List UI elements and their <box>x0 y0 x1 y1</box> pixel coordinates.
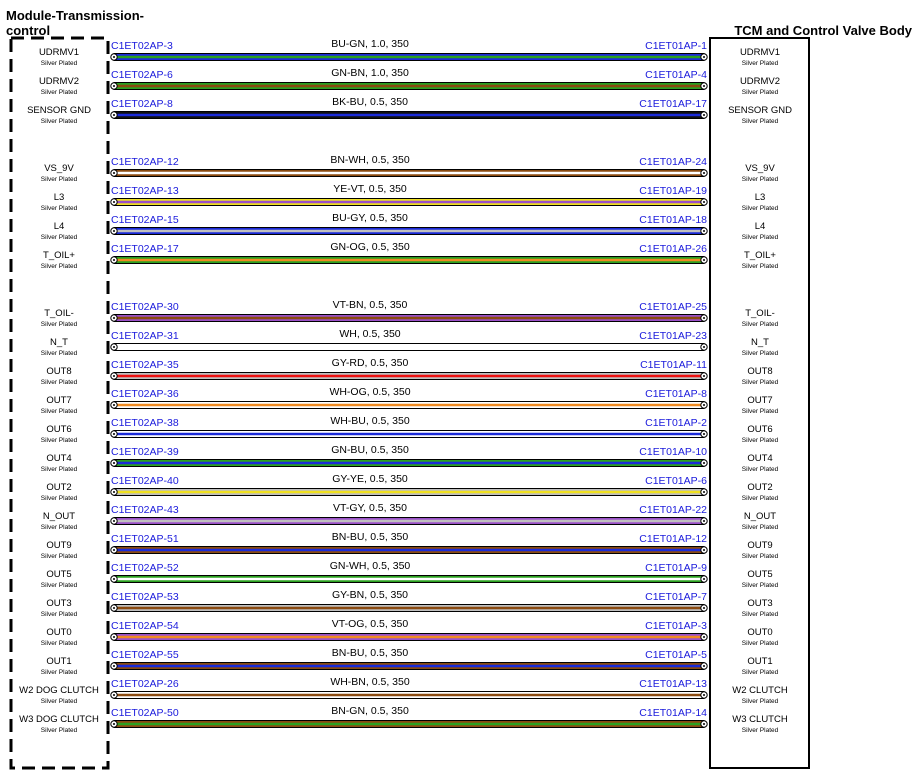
left-terminal-dot <box>113 230 115 232</box>
wire-spec-label: VT-GY, 0.5, 350 <box>333 502 407 514</box>
right-terminal-dot <box>703 462 705 464</box>
left-pin-plating: Silver Plated <box>40 205 78 212</box>
right-pin-plating: Silver Plated <box>741 234 779 241</box>
left-pin-label: T_OIL+ <box>43 250 75 261</box>
right-connector-label: C1ET01AP-2 <box>645 417 707 429</box>
right-terminal-dot <box>703 665 705 667</box>
left-connector-label: C1ET02AP-26 <box>111 678 179 690</box>
left-terminal-dot <box>113 462 115 464</box>
left-terminal-dot <box>113 346 115 348</box>
right-pin-plating: Silver Plated <box>741 466 779 473</box>
left-pin-label: T_OIL- <box>44 308 74 319</box>
left-pin-plating: Silver Plated <box>40 321 78 328</box>
wire-spec-label: GN-BU, 0.5, 350 <box>331 444 409 456</box>
right-terminal-dot <box>703 317 705 319</box>
right-pin-plating: Silver Plated <box>741 205 779 212</box>
left-pin-label: OUT7 <box>46 395 72 406</box>
left-pin-label: OUT0 <box>46 627 72 638</box>
left-connector-label: C1ET02AP-35 <box>111 359 179 371</box>
left-pin-plating: Silver Plated <box>40 89 78 96</box>
right-connector-label: C1ET01AP-5 <box>645 649 707 661</box>
right-connector-label: C1ET01AP-23 <box>639 330 707 342</box>
right-terminal-dot <box>703 549 705 551</box>
right-pin-plating: Silver Plated <box>741 582 779 589</box>
right-pin-label: W2 CLUTCH <box>732 685 788 696</box>
left-pin-label: N_T <box>50 337 68 348</box>
wire-spec-label: GY-RD, 0.5, 350 <box>331 357 409 369</box>
left-connector-label: C1ET02AP-13 <box>111 185 179 197</box>
right-terminal-dot <box>703 201 705 203</box>
wire-spec-label: WH, 0.5, 350 <box>339 328 401 340</box>
right-terminal-dot <box>703 607 705 609</box>
left-pin-label: OUT1 <box>46 656 72 667</box>
left-connector-label: C1ET02AP-51 <box>111 533 179 545</box>
wire-spec-label: BU-GN, 1.0, 350 <box>331 38 409 50</box>
wire-spec-label: VT-BN, 0.5, 350 <box>332 299 408 311</box>
left-connector-label: C1ET02AP-6 <box>111 69 173 81</box>
wire-spec-label: WH-BN, 0.5, 350 <box>330 676 410 688</box>
wire-row <box>41 183 779 212</box>
wire-row <box>41 473 779 502</box>
left-pin-plating: Silver Plated <box>40 524 78 531</box>
right-pin-label: VS_9V <box>745 163 775 174</box>
right-pin-plating: Silver Plated <box>741 263 779 270</box>
left-pin-label: W3 DOG CLUTCH <box>19 714 99 725</box>
right-terminal-dot <box>703 346 705 348</box>
right-connector-label: C1ET01AP-17 <box>639 98 707 110</box>
left-terminal-dot <box>113 172 115 174</box>
left-terminal-dot <box>113 259 115 261</box>
right-connector-label: C1ET01AP-13 <box>639 678 707 690</box>
wire-spec-label: BK-BU, 0.5, 350 <box>332 96 408 108</box>
wire-row <box>41 618 779 647</box>
right-pin-label: OUT2 <box>747 482 773 493</box>
left-connector-label: C1ET02AP-50 <box>111 707 179 719</box>
left-pin-plating: Silver Plated <box>40 640 78 647</box>
right-terminal-dot <box>703 578 705 580</box>
left-pin-plating: Silver Plated <box>40 553 78 560</box>
left-terminal-dot <box>113 201 115 203</box>
left-connector-label: C1ET02AP-40 <box>111 475 179 487</box>
wire-spec-label: GN-BN, 1.0, 350 <box>331 67 409 79</box>
right-pin-plating: Silver Plated <box>741 553 779 560</box>
wire-row <box>41 357 779 386</box>
right-pin-plating: Silver Plated <box>741 698 779 705</box>
wire-row <box>41 560 779 589</box>
left-pin-label: OUT8 <box>46 366 72 377</box>
wire-row <box>19 705 788 734</box>
left-pin-plating: Silver Plated <box>40 437 78 444</box>
left-terminal-dot <box>113 433 115 435</box>
left-terminal-dot <box>113 404 115 406</box>
wire-spec-label: BU-GY, 0.5, 350 <box>332 212 408 224</box>
right-pin-plating: Silver Plated <box>741 89 779 96</box>
right-pin-label: OUT9 <box>747 540 773 551</box>
left-terminal-dot <box>113 317 115 319</box>
left-connector-label: C1ET02AP-43 <box>111 504 179 516</box>
left-module-title-line2: control <box>6 23 51 38</box>
right-connector-label: C1ET01AP-25 <box>639 301 707 313</box>
left-connector-label: C1ET02AP-12 <box>111 156 179 168</box>
right-connector-label: C1ET01AP-10 <box>639 446 707 458</box>
left-connector-label: C1ET02AP-52 <box>111 562 179 574</box>
left-pin-label: SENSOR GND <box>27 105 91 116</box>
wire-row <box>27 96 792 125</box>
left-connector-label: C1ET02AP-54 <box>111 620 179 632</box>
right-terminal-dot <box>703 259 705 261</box>
left-terminal-dot <box>113 665 115 667</box>
left-terminal-dot <box>113 549 115 551</box>
left-terminal-dot <box>113 491 115 493</box>
right-terminal-dot <box>703 433 705 435</box>
right-pin-label: SENSOR GND <box>728 105 792 116</box>
left-terminal-dot <box>113 636 115 638</box>
left-connector-label: C1ET02AP-8 <box>111 98 173 110</box>
left-pin-plating: Silver Plated <box>40 408 78 415</box>
right-terminal-dot <box>703 172 705 174</box>
right-pin-plating: Silver Plated <box>741 727 779 734</box>
right-pin-label: T_OIL+ <box>744 250 776 261</box>
right-pin-label: OUT7 <box>747 395 773 406</box>
right-connector-label: C1ET01AP-8 <box>645 388 707 400</box>
left-pin-label: UDRMV1 <box>38 47 80 58</box>
left-connector-label: C1ET02AP-39 <box>111 446 179 458</box>
left-pin-label: VS_9V <box>44 163 74 174</box>
wire-spec-label: GY-BN, 0.5, 350 <box>331 589 409 601</box>
left-pin-plating: Silver Plated <box>40 176 78 183</box>
right-pin-label: OUT4 <box>747 453 773 464</box>
right-pin-plating: Silver Plated <box>741 611 779 618</box>
left-module-title-line1: Module-Transmission- <box>6 8 144 23</box>
right-pin-label: UDRMV2 <box>739 76 781 87</box>
right-pin-label: N_T <box>751 337 769 348</box>
right-module-title: TCM and Control Valve Body <box>734 23 912 38</box>
right-terminal-dot <box>703 694 705 696</box>
wire-spec-label: WH-BU, 0.5, 350 <box>330 415 410 427</box>
wire-spec-label: GY-YE, 0.5, 350 <box>332 473 408 485</box>
left-pin-label: OUT6 <box>46 424 72 435</box>
left-terminal-dot <box>113 56 115 58</box>
left-connector-label: C1ET02AP-15 <box>111 214 179 226</box>
wire-spec-label: WH-OG, 0.5, 350 <box>329 386 411 398</box>
wire-row <box>41 531 779 560</box>
right-terminal-dot <box>703 520 705 522</box>
right-pin-label: OUT0 <box>747 627 773 638</box>
wire-row <box>41 328 779 357</box>
right-pin-plating: Silver Plated <box>741 321 779 328</box>
right-pin-label: OUT6 <box>747 424 773 435</box>
right-pin-label: T_OIL- <box>745 308 775 319</box>
right-connector-label: C1ET01AP-19 <box>639 185 707 197</box>
right-pin-plating: Silver Plated <box>741 495 779 502</box>
left-pin-plating: Silver Plated <box>40 234 78 241</box>
left-terminal-dot <box>113 607 115 609</box>
left-connector-label: C1ET02AP-3 <box>111 40 173 52</box>
right-pin-plating: Silver Plated <box>741 118 779 125</box>
right-pin-plating: Silver Plated <box>741 379 779 386</box>
right-connector-label: C1ET01AP-1 <box>645 40 707 52</box>
left-pin-plating: Silver Plated <box>40 379 78 386</box>
right-terminal-dot <box>703 723 705 725</box>
left-connector-label: C1ET02AP-17 <box>111 243 179 255</box>
wire-row <box>41 154 779 183</box>
left-pin-label: L3 <box>53 192 65 203</box>
right-connector-label: C1ET01AP-9 <box>645 562 707 574</box>
left-connector-label: C1ET02AP-55 <box>111 649 179 661</box>
left-pin-plating: Silver Plated <box>40 611 78 618</box>
left-pin-plating: Silver Plated <box>40 669 78 676</box>
left-connector-label: C1ET02AP-53 <box>111 591 179 603</box>
right-pin-plating: Silver Plated <box>741 437 779 444</box>
right-connector-label: C1ET01AP-22 <box>639 504 707 516</box>
right-terminal-dot <box>703 230 705 232</box>
left-terminal-dot <box>113 723 115 725</box>
wire-row <box>41 647 779 676</box>
right-connector-label: C1ET01AP-6 <box>645 475 707 487</box>
left-connector-label: C1ET02AP-36 <box>111 388 179 400</box>
left-pin-plating: Silver Plated <box>40 582 78 589</box>
left-pin-plating: Silver Plated <box>40 466 78 473</box>
left-pin-plating: Silver Plated <box>40 350 78 357</box>
right-pin-label: UDRMV1 <box>739 47 781 58</box>
right-connector-label: C1ET01AP-11 <box>640 359 707 371</box>
wire-spec-label: GN-OG, 0.5, 350 <box>330 241 410 253</box>
wire-spec-label: GN-WH, 0.5, 350 <box>329 560 411 572</box>
right-terminal-dot <box>703 636 705 638</box>
left-pin-label: N_OUT <box>42 511 76 522</box>
wire-spec-label: BN-WH, 0.5, 350 <box>330 154 410 166</box>
wire-spec-label: VT-OG, 0.5, 350 <box>331 618 409 630</box>
wire-row <box>41 299 779 328</box>
left-connector-label: C1ET02AP-31 <box>111 330 179 342</box>
left-connector-label: C1ET02AP-30 <box>111 301 179 313</box>
left-connector-label: C1ET02AP-38 <box>111 417 179 429</box>
left-terminal-dot <box>113 114 115 116</box>
right-connector-label: C1ET01AP-4 <box>645 69 707 81</box>
left-pin-plating: Silver Plated <box>40 118 78 125</box>
right-pin-label: OUT5 <box>747 569 773 580</box>
left-pin-label: L4 <box>53 221 65 232</box>
wire-row <box>39 38 780 67</box>
wire-spec-label: BN-BU, 0.5, 350 <box>331 531 409 543</box>
right-pin-plating: Silver Plated <box>741 176 779 183</box>
left-pin-plating: Silver Plated <box>40 263 78 270</box>
right-terminal-dot <box>703 56 705 58</box>
right-pin-plating: Silver Plated <box>741 350 779 357</box>
right-terminal-dot <box>703 491 705 493</box>
left-pin-plating: Silver Plated <box>40 495 78 502</box>
left-pin-label: OUT4 <box>46 453 72 464</box>
wire-row <box>41 386 779 415</box>
right-connector-label: C1ET01AP-14 <box>639 707 707 719</box>
right-terminal-dot <box>703 85 705 87</box>
wire-row <box>41 241 779 270</box>
right-connector-label: C1ET01AP-24 <box>639 156 707 168</box>
left-terminal-dot <box>113 520 115 522</box>
left-terminal-dot <box>113 85 115 87</box>
left-terminal-dot <box>113 375 115 377</box>
wire-row <box>41 444 779 473</box>
wire-row <box>41 415 779 444</box>
right-pin-plating: Silver Plated <box>741 524 779 531</box>
right-pin-label: OUT8 <box>747 366 773 377</box>
left-pin-label: OUT2 <box>46 482 72 493</box>
right-pin-plating: Silver Plated <box>741 60 779 67</box>
right-pin-label: L3 <box>754 192 766 203</box>
wire-group <box>19 38 792 734</box>
wire-row <box>41 589 779 618</box>
left-terminal-dot <box>113 578 115 580</box>
wire-row <box>41 212 779 241</box>
left-pin-label: UDRMV2 <box>38 76 80 87</box>
left-pin-label: OUT3 <box>46 598 72 609</box>
wire-row <box>39 67 780 96</box>
wire-spec-label: BN-BU, 0.5, 350 <box>331 647 409 659</box>
left-pin-label: OUT9 <box>46 540 72 551</box>
right-pin-plating: Silver Plated <box>741 408 779 415</box>
left-pin-label: W2 DOG CLUTCH <box>19 685 99 696</box>
wire-row <box>41 502 779 531</box>
wire-row <box>19 676 788 705</box>
right-connector-label: C1ET01AP-18 <box>639 214 707 226</box>
right-pin-label: W3 CLUTCH <box>732 714 788 725</box>
right-pin-plating: Silver Plated <box>741 669 779 676</box>
right-connector-label: C1ET01AP-3 <box>645 620 707 632</box>
wire-spec-label: BN-GN, 0.5, 350 <box>331 705 409 717</box>
left-pin-plating: Silver Plated <box>40 698 78 705</box>
right-pin-label: OUT1 <box>747 656 773 667</box>
right-connector-label: C1ET01AP-12 <box>639 533 707 545</box>
right-pin-label: N_OUT <box>743 511 777 522</box>
wire-spec-label: YE-VT, 0.5, 350 <box>333 183 407 195</box>
right-terminal-dot <box>703 114 705 116</box>
right-pin-plating: Silver Plated <box>741 640 779 647</box>
left-pin-plating: Silver Plated <box>40 727 78 734</box>
right-terminal-dot <box>703 375 705 377</box>
right-connector-label: C1ET01AP-26 <box>639 243 707 255</box>
left-pin-plating: Silver Plated <box>40 60 78 67</box>
left-pin-label: OUT5 <box>46 569 72 580</box>
right-pin-label: L4 <box>754 221 766 232</box>
right-pin-label: OUT3 <box>747 598 773 609</box>
right-connector-label: C1ET01AP-7 <box>645 591 707 603</box>
right-terminal-dot <box>703 404 705 406</box>
left-terminal-dot <box>113 694 115 696</box>
